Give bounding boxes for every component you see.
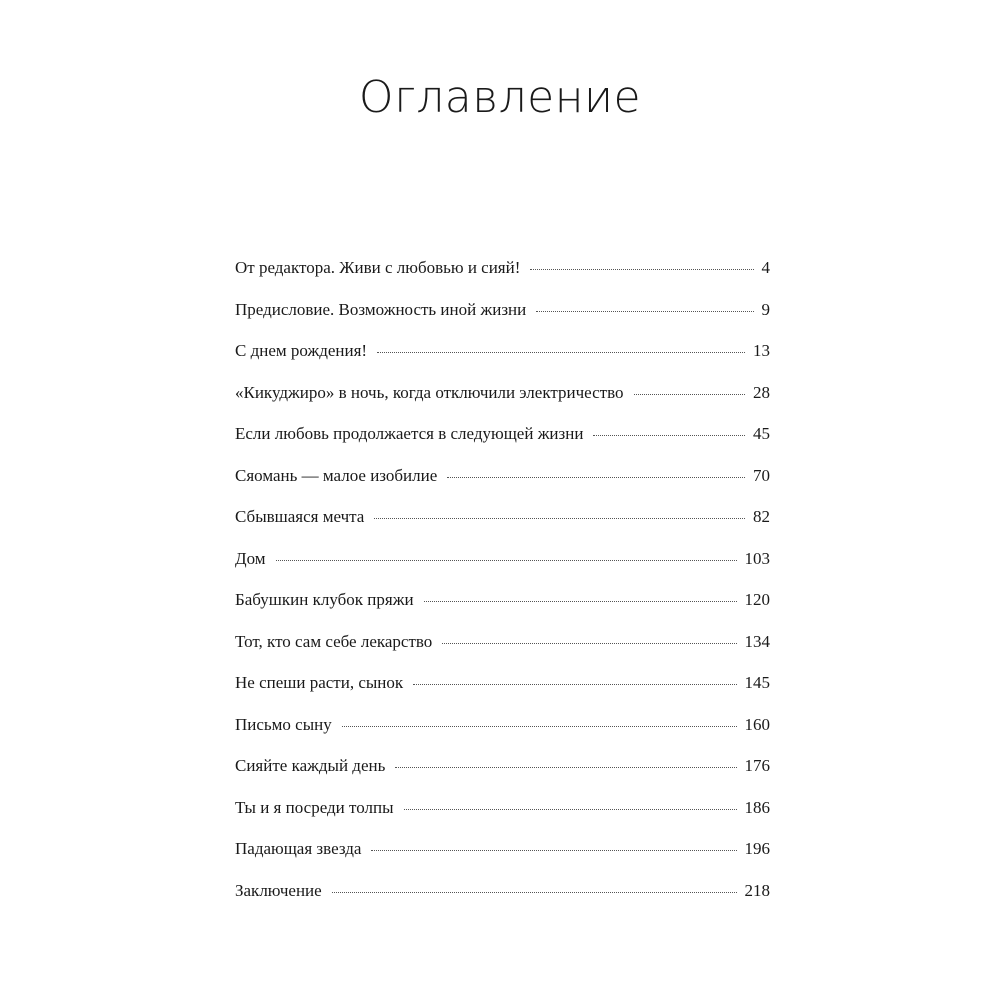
toc-entry[interactable] [235,798,770,840]
dot-leader [342,726,737,727]
toc-entry[interactable] [235,424,770,466]
toc-entry-page: 103 [744,548,770,568]
toc-entry[interactable] [235,341,770,383]
toc-entry-page: 160 [744,714,770,734]
toc-entry-title: Сбывшаяся мечта [235,507,365,526]
toc-entry-page: 28 [753,382,770,402]
dot-leader [276,560,737,561]
toc-entry[interactable] [235,466,770,508]
toc-entry-page: 82 [753,507,770,526]
toc-entry[interactable] [235,881,770,923]
toc-entry[interactable] [235,673,770,715]
toc-entry-title: Тот, кто сам себе лекарство [235,631,433,651]
dot-leader [413,684,736,685]
toc-entry[interactable] [235,839,770,881]
toc-entry-title: Предисловие. Возможность иной жизни [235,299,527,319]
toc-entry-title: Бабушкин клубок пряжи [235,590,414,609]
toc-entry[interactable] [235,549,770,591]
dot-leader [593,435,745,436]
toc-entry-title: «Кикуджиро» в ночь, когда отключили электричество [235,382,624,402]
toc-entry-title: Не спеши расти, сынок [235,673,404,692]
dot-leader [530,269,753,270]
dot-leader [404,809,737,810]
toc-entry-title: Сяомань — малое изобилие [235,465,438,485]
toc-entry-page: 9 [761,299,770,319]
toc-entry-page: 218 [744,880,770,900]
dot-leader [442,643,736,644]
toc-entry[interactable] [235,383,770,425]
toc-entry-title: Дом [235,548,266,568]
toc-entry-title: Падающая звезда [235,839,362,858]
toc-entry[interactable] [235,715,770,757]
toc-entry-page: 145 [744,673,770,692]
page-title: Оглавление [358,72,642,123]
toc-entry[interactable] [235,300,770,342]
toc-entry-title: Ты и я посреди толпы [235,797,394,817]
toc-entry-page: 120 [744,590,770,609]
dot-leader [424,601,737,602]
toc-entry[interactable] [235,632,770,674]
toc-entry[interactable] [235,590,770,632]
toc-entry[interactable] [235,507,770,549]
toc-entry-page: 45 [753,424,770,443]
dot-leader [374,518,745,519]
dot-leader [395,767,736,768]
toc-entry-page: 196 [744,839,770,858]
dot-leader [536,311,753,312]
table-of-contents [235,258,770,922]
dot-leader [332,892,737,893]
toc-entry-page: 4 [761,258,770,277]
toc-entry-title: Если любовь продолжается в следующей жизни [235,424,584,443]
toc-entry-page: 13 [753,341,770,360]
toc-entry-page: 176 [744,756,770,775]
toc-entry-title: Сияйте каждый день [235,756,386,775]
toc-entry-title: От редактора. Живи с любовью и сияй! [235,258,521,277]
toc-entry-title: Письмо сыну [235,714,332,734]
toc-entry-page: 134 [744,631,770,651]
toc-entry[interactable] [235,258,770,300]
toc-entry-title: Заключение [235,880,322,900]
dot-leader [377,352,745,353]
toc-entry-page: 186 [744,797,770,817]
dot-leader [371,850,736,851]
toc-entry-title: С днем рождения! [235,341,368,360]
toc-entry[interactable] [235,756,770,798]
toc-entry-page: 70 [753,465,770,485]
dot-leader [447,477,745,478]
dot-leader [634,394,745,395]
